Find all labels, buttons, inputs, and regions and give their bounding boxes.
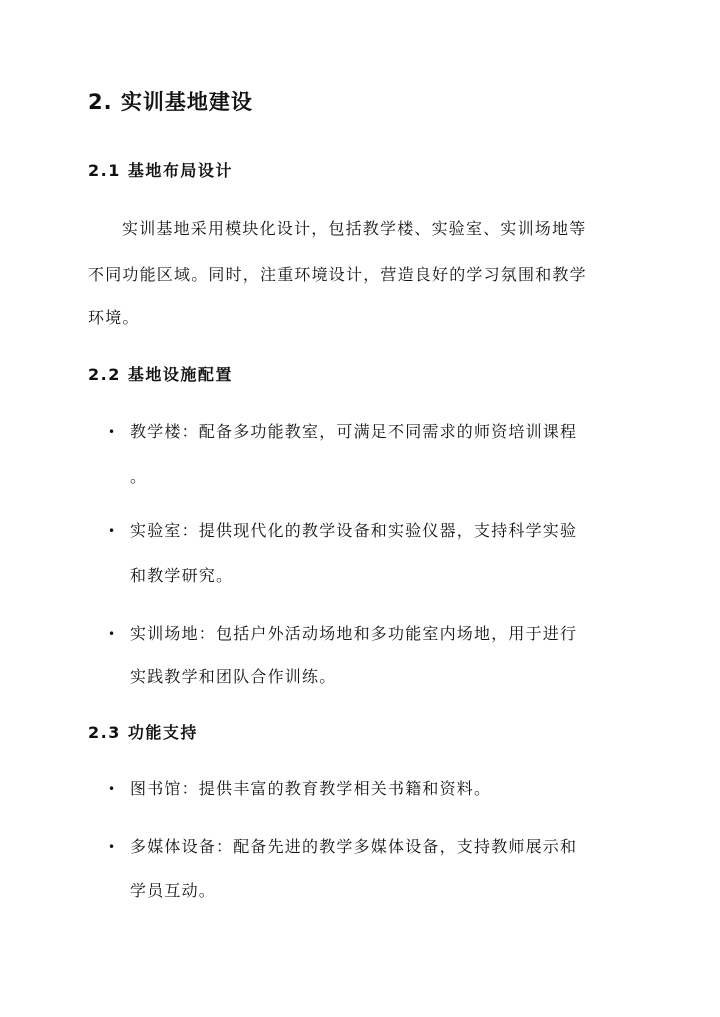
paragraph-line: 实训基地采用模块化设计，包括教学楼、实验室、实训场地等	[122, 219, 587, 238]
heading-2-1: 2.1 基地布局设计	[88, 161, 233, 180]
bullet-icon: •	[108, 840, 116, 854]
bullet-icon: •	[108, 425, 116, 439]
list-item-text: 实验室：提供现代化的教学设备和实验仪器，支持科学实验	[130, 521, 578, 540]
heading-2-3: 2.3 功能支持	[88, 723, 198, 742]
list-item-text: 多媒体设备：配备先进的教学多媒体设备，支持教师展示和	[130, 837, 578, 856]
bullet-icon: •	[108, 524, 116, 538]
list-item-text: 学员互动。	[130, 881, 217, 900]
bullet-icon: •	[108, 782, 116, 796]
list-item-text: 实践教学和团队合作训练。	[130, 667, 337, 686]
paragraph-line: 环境。	[88, 308, 140, 327]
list-item-text: 图书馆：提供丰富的教育教学相关书籍和资料。	[130, 779, 492, 798]
bullet-icon: •	[108, 627, 116, 641]
list-item-text: 实训场地：包括户外活动场地和多功能室内场地，用于进行	[130, 624, 578, 643]
paragraph-line: 不同功能区域。同时，注重环境设计，营造良好的学习氛围和教学	[88, 265, 587, 284]
list-item-text: 教学楼：配备多功能教室，可满足不同需求的师资培训课程	[130, 422, 578, 441]
section-title: 2. 实训基地建设	[88, 90, 253, 114]
heading-2-2: 2.2 基地设施配置	[88, 365, 233, 384]
list-item-text: 和教学研究。	[130, 566, 234, 585]
list-item-text: 。	[130, 467, 148, 486]
